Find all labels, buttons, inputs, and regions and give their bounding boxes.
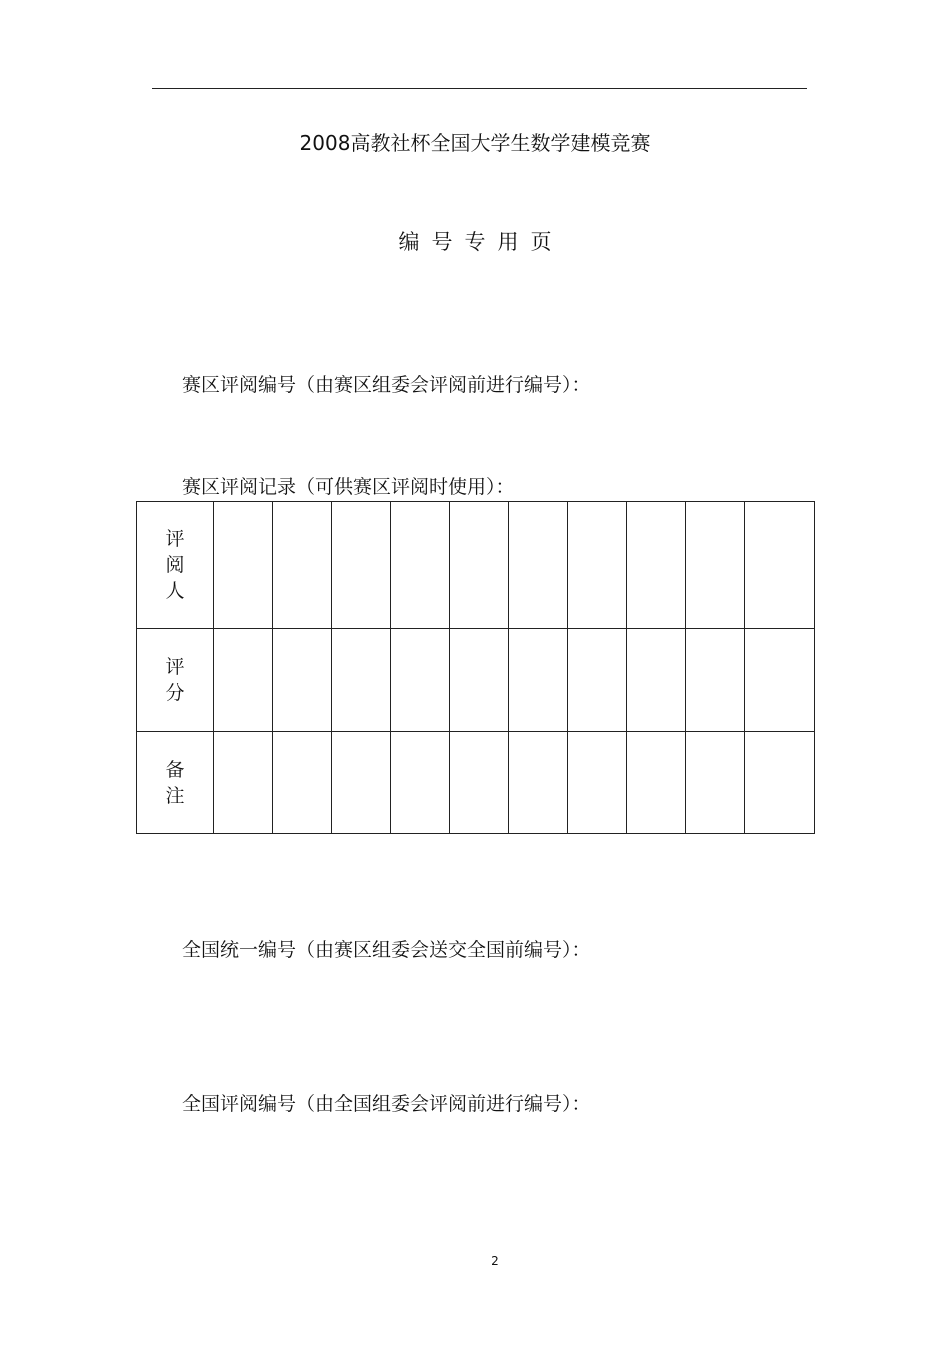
regional-review-number-label: 赛区评阅编号（由赛区组委会评阅前进行编号）： [182, 374, 591, 396]
review-entry-cell[interactable] [450, 629, 509, 732]
review-entry-cell[interactable] [686, 502, 745, 629]
document-title: 2008高教社杯全国大学生数学建模竞赛 [299, 131, 651, 155]
review-row-label-text: 评阅人 [165, 528, 185, 602]
review-entry-cell[interactable] [745, 732, 815, 834]
review-table-row [137, 732, 815, 834]
review-table-row [137, 629, 815, 732]
review-entry-cell[interactable] [509, 629, 568, 732]
national-unified-number-label: 全国统一编号（由赛区组委会送交全国前编号）： [182, 939, 591, 961]
review-entry-cell[interactable] [745, 629, 815, 732]
review-entry-cell[interactable] [214, 502, 273, 629]
review-record-table [136, 501, 815, 834]
national-review-number-label: 全国评阅编号（由全国组委会评阅前进行编号）： [182, 1093, 591, 1115]
review-row-label [137, 732, 214, 834]
review-entry-cell[interactable] [450, 502, 509, 629]
review-entry-cell[interactable] [627, 732, 686, 834]
review-entry-cell[interactable] [391, 732, 450, 834]
review-entry-cell[interactable] [273, 502, 332, 629]
review-entry-cell[interactable] [391, 629, 450, 732]
review-entry-cell[interactable] [332, 732, 391, 834]
review-entry-cell[interactable] [568, 502, 627, 629]
review-entry-cell[interactable] [214, 732, 273, 834]
review-entry-cell[interactable] [332, 502, 391, 629]
review-entry-cell[interactable] [450, 732, 509, 834]
review-row-label-text: 评分 [165, 656, 185, 704]
review-row-label-text: 备注 [165, 758, 185, 807]
review-entry-cell[interactable] [686, 732, 745, 834]
review-entry-cell[interactable] [686, 629, 745, 732]
page-heading: 编号专用页 [398, 230, 564, 254]
review-entry-cell[interactable] [273, 629, 332, 732]
review-row-label [137, 629, 214, 732]
page-number: 2 [491, 1254, 499, 1268]
review-entry-cell[interactable] [509, 502, 568, 629]
review-entry-cell[interactable] [509, 732, 568, 834]
header-rule [152, 88, 807, 89]
review-entry-cell[interactable] [332, 629, 391, 732]
review-entry-cell[interactable] [273, 732, 332, 834]
review-table-row [137, 502, 815, 629]
review-entry-cell[interactable] [627, 502, 686, 629]
review-row-label [137, 502, 214, 629]
review-entry-cell[interactable] [627, 629, 686, 732]
review-entry-cell[interactable] [568, 732, 627, 834]
review-entry-cell[interactable] [391, 502, 450, 629]
regional-review-record-label: 赛区评阅记录（可供赛区评阅时使用）： [182, 476, 515, 498]
review-entry-cell[interactable] [745, 502, 815, 629]
review-entry-cell[interactable] [214, 629, 273, 732]
review-entry-cell[interactable] [568, 629, 627, 732]
